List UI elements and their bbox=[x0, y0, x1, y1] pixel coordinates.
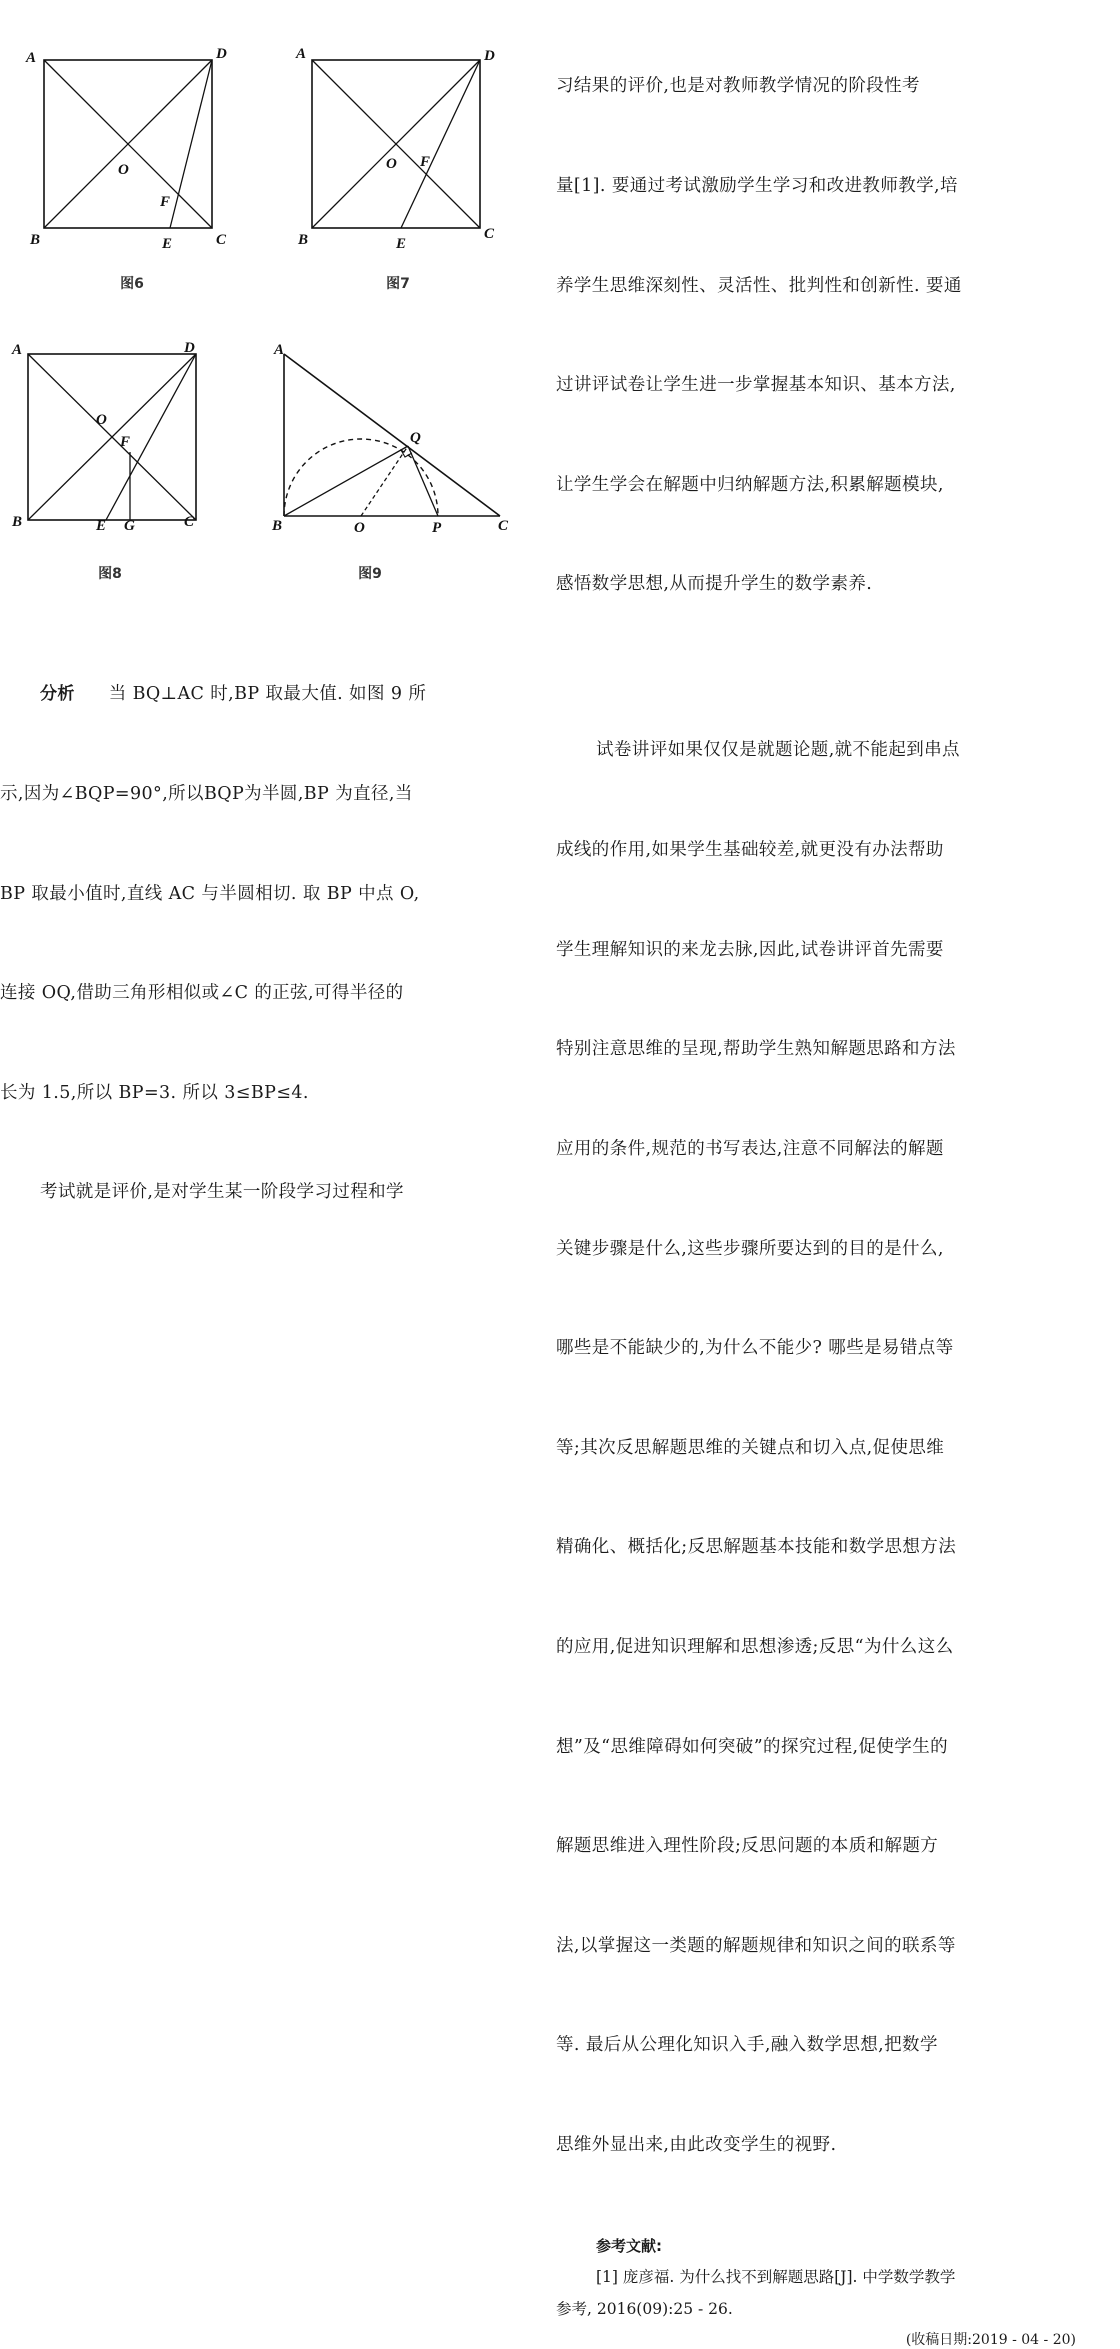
point-label-f: F bbox=[420, 154, 431, 170]
text-line: 考试就是评价,是对学生某一阶段学习过程和学 bbox=[40, 1182, 404, 1203]
point-label-a: A bbox=[12, 342, 23, 358]
figure-8-diagram bbox=[12, 340, 212, 540]
text-line: 关键步骤是什么,这些步骤所要达到的目的是什么, bbox=[556, 1238, 944, 1259]
analysis-label: 分析 bbox=[40, 684, 75, 705]
point-label-f: F bbox=[120, 434, 131, 450]
figure-6 bbox=[26, 42, 230, 256]
text-line: 的应用,促进知识理解和思想渗透;反思“为什么这么 bbox=[556, 1636, 954, 1657]
point-label-c: C bbox=[184, 514, 195, 530]
text-line: 哪些是不能缺少的,为什么不能少? 哪些是易错点等 bbox=[556, 1338, 954, 1359]
figure-8-caption: 图8 bbox=[98, 566, 122, 582]
text-line: 养学生思维深刻性、灵活性、批判性和创新性. 要通 bbox=[556, 275, 962, 296]
point-label-o: O bbox=[386, 156, 397, 172]
point-label-g: G bbox=[124, 518, 135, 534]
reference-item-1 bbox=[556, 2261, 1096, 2325]
text-line: 精确化、概括化;反思解题基本技能和数学思想方法 bbox=[556, 1537, 957, 1558]
point-label-o: O bbox=[96, 412, 107, 428]
text-line: 示,因为∠BQP=90°,所以BQP为半圆,BP 为直径,当 bbox=[0, 784, 413, 805]
text-line: 想”及“思维障碍如何突破”的探究过程,促使学生的 bbox=[556, 1736, 949, 1757]
text-line: 思维外显出来,由此改变学生的视野. bbox=[556, 2135, 837, 2155]
figure-9-caption: 图9 bbox=[358, 566, 382, 582]
text-line: 等;其次反思解题思维的关键点和切入点,促使思维 bbox=[556, 1437, 945, 1458]
point-label-p: P bbox=[432, 520, 442, 536]
text-line: 等. 最后从公理化知识入手,融入数学思想,把数学 bbox=[556, 2035, 938, 2056]
text-line: 长为 1.5,所以 BP=3. 所以 3≤BP≤4. bbox=[0, 1082, 309, 1103]
point-label-q: Q bbox=[410, 430, 421, 446]
text-line: 成线的作用,如果学生基础较差,就更没有办法帮助 bbox=[556, 840, 944, 861]
point-label-f: F bbox=[160, 194, 171, 210]
point-label-b: B bbox=[30, 232, 41, 248]
text-line: 当 BQ⊥AC 时,BP 取最大值. 如图 9 所 bbox=[108, 684, 427, 705]
text-line: 学生理解知识的来龙去脉,因此,试卷讲评首先需要 bbox=[556, 939, 944, 960]
text-line: 过讲评试卷让学生进一步掌握基本知识、基本方法, bbox=[556, 375, 956, 396]
references-title: 参考文献: bbox=[596, 2236, 662, 2255]
point-label-b: B bbox=[272, 518, 283, 534]
point-label-a: A bbox=[274, 342, 285, 358]
point-label-d: D bbox=[484, 48, 495, 64]
point-label-e: E bbox=[96, 518, 107, 534]
point-label-d: D bbox=[216, 46, 227, 62]
point-label-a: A bbox=[296, 46, 307, 62]
point-label-c: C bbox=[484, 226, 495, 242]
text-line: 连接 OQ,借助三角形相似或∠C 的正弦,可得半径的 bbox=[0, 983, 404, 1004]
figure-7-diagram bbox=[298, 42, 498, 252]
text-line: 法,以掌握这一类题的解题规律和知识之间的联系等 bbox=[556, 1935, 956, 1956]
figure-6-diagram bbox=[26, 42, 230, 252]
point-label-o: O bbox=[354, 520, 365, 536]
analysis-paragraph bbox=[0, 612, 505, 1276]
reference-line: 参考, 2016(09):25 - 26. bbox=[556, 2299, 733, 2318]
figure-7-caption: 图7 bbox=[386, 276, 410, 292]
text-line: 解题思维进入理性阶段;反思问题的本质和解题方 bbox=[556, 1836, 939, 1857]
figure-6-caption: 图6 bbox=[120, 276, 144, 292]
received-date: (收稿日期:2019 - 04 - 20) bbox=[905, 2331, 1076, 2348]
point-label-o: O bbox=[118, 162, 129, 178]
text-line: 特别注意思维的呈现,帮助学生熟知解题思路和方法 bbox=[556, 1039, 956, 1060]
left-column-text bbox=[0, 612, 505, 1276]
point-label-c: C bbox=[498, 518, 509, 534]
text-line: 试卷讲评如果仅仅是就题论题,就不能起到串点 bbox=[596, 740, 960, 761]
figure-9-diagram bbox=[272, 340, 522, 540]
text-line: 应用的条件,规范的书写表达,注意不同解法的解题 bbox=[556, 1138, 944, 1159]
figure-8 bbox=[12, 340, 212, 544]
point-label-b: B bbox=[12, 514, 23, 530]
point-label-b: B bbox=[298, 232, 309, 248]
text-line: BP 取最小值时,直线 AC 与半圆相切. 取 BP 中点 O, bbox=[0, 883, 420, 904]
point-label-c: C bbox=[216, 232, 227, 248]
point-label-e: E bbox=[162, 236, 173, 252]
right-column-text bbox=[556, 4, 1096, 2349]
reference-line: [1] 庞彦福. 为什么找不到解题思路[J]. 中学数学教学 bbox=[596, 2267, 956, 2286]
point-label-e: E bbox=[396, 236, 407, 252]
paragraph-2 bbox=[556, 668, 1096, 2229]
point-label-a: A bbox=[26, 50, 37, 66]
figure-7 bbox=[298, 42, 498, 256]
text-line: 习结果的评价,也是对教师教学情况的阶段性考 bbox=[556, 76, 920, 97]
text-line: 感悟数学思想,从而提升学生的数学素养. bbox=[556, 574, 873, 595]
figure-9 bbox=[272, 340, 522, 544]
paragraph-1 bbox=[556, 4, 1096, 668]
text-line: 让学生学会在解题中归纳解题方法,积累解题模块, bbox=[556, 474, 944, 495]
text-line: 量[1]. 要通过考试激励学生学习和改进教师教学,培 bbox=[556, 176, 958, 197]
point-label-d: D bbox=[184, 340, 195, 356]
